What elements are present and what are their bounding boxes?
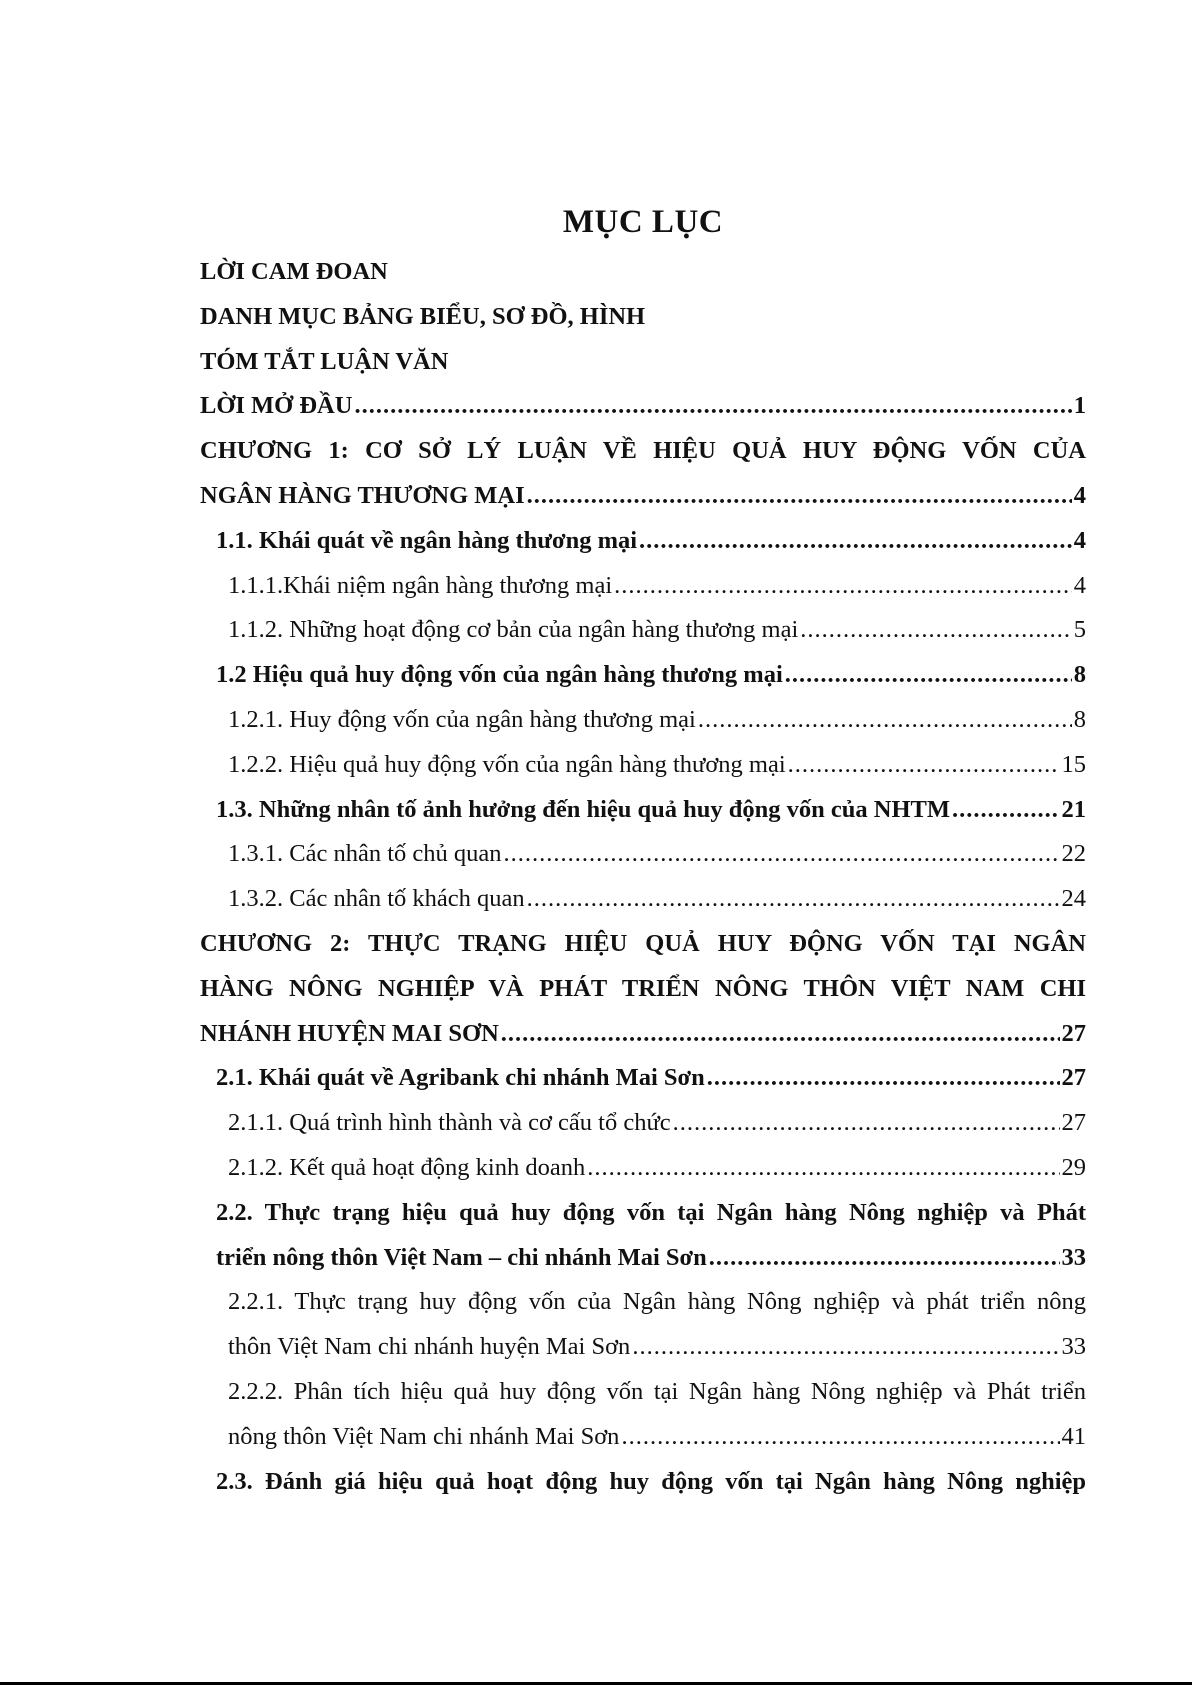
toc-entry <box>200 340 1086 385</box>
toc-entry <box>200 1325 1086 1370</box>
dot-leader <box>587 1146 1059 1191</box>
toc-entry-text: 1.2 Hiệu quả huy động vốn của ngân hàng thương mại <box>216 661 783 689</box>
toc-entry-text: 2.1.1. Quá trình hình thành và cơ cấu tổ chức <box>228 1109 671 1137</box>
toc-entry <box>200 788 1086 833</box>
toc-entry <box>200 1415 1086 1460</box>
dot-leader <box>673 1101 1060 1146</box>
toc-entry-text: LỜI CAM ĐOAN <box>200 258 388 285</box>
toc-page-number: 33 <box>1061 1243 1086 1271</box>
toc-entry <box>200 1056 1086 1101</box>
toc-entry-text: 1.3.2. Các nhân tố khách quan <box>228 885 525 913</box>
toc-entry-line: 2.3. Đánh giá hiệu quả hoạt động huy động vốn tại Ngân hàng Nông nghiệp <box>216 1467 1086 1495</box>
toc-entry <box>200 474 1086 519</box>
toc-entry <box>200 832 1086 877</box>
toc-page-number: 27 <box>1061 1109 1086 1137</box>
toc-entry-text: NHÁNH HUYỆN MAI SƠN <box>200 1019 499 1047</box>
toc-page-number: 21 <box>1061 795 1086 823</box>
table-of-contents <box>200 196 1086 1504</box>
toc-entry <box>200 743 1086 788</box>
toc-entry-line: CHƯƠNG 2: THỰC TRẠNG HIỆU QUẢ HUY ĐỘNG VỐN TẠI NGÂN <box>200 929 1086 957</box>
toc-page-number: 8 <box>1073 705 1086 733</box>
toc-entry-text: 1.2.1. Huy động vốn của ngân hàng thương mại <box>228 705 696 733</box>
dot-leader <box>707 1056 1060 1101</box>
toc-entry <box>200 250 1086 295</box>
dot-leader <box>501 1012 1060 1057</box>
toc-title: MỤC LỤC <box>562 204 724 240</box>
toc-page-number: 15 <box>1061 750 1086 778</box>
dot-leader <box>621 1415 1059 1460</box>
toc-entry <box>200 1146 1086 1191</box>
toc-entry-text: DANH MỤC BẢNG BIỂU, SƠ ĐỒ, HÌNH <box>200 302 646 330</box>
toc-page-number: 8 <box>1073 661 1086 689</box>
toc-page-number: 5 <box>1073 616 1086 644</box>
toc-page-number: 22 <box>1061 840 1086 868</box>
toc-page-number: 1 <box>1073 392 1086 420</box>
toc-entry <box>200 877 1086 922</box>
toc-entry <box>200 653 1086 698</box>
toc-entry-line: CHƯƠNG 1: CƠ SỞ LÝ LUẬN VỀ HIỆU QUẢ HUY ĐỘNG VỐN CỦA <box>200 437 1086 465</box>
toc-entry <box>200 698 1086 743</box>
dot-leader <box>639 519 1072 564</box>
dot-leader <box>709 1236 1060 1281</box>
toc-entry-text: triển nông thôn Việt Nam – chi nhánh Mai Sơn <box>216 1243 707 1271</box>
toc-entry-text: thôn Việt Nam chi nhánh huyện Mai Sơn <box>228 1333 631 1361</box>
toc-entry <box>200 1012 1086 1057</box>
toc-page-number: 27 <box>1061 1064 1086 1092</box>
toc-entry <box>200 384 1086 429</box>
toc-entry <box>200 608 1086 653</box>
dot-leader <box>785 653 1072 698</box>
toc-entry-text: 1.1.2. Những hoạt động cơ bản của ngân hàng thương mại <box>228 616 799 644</box>
dot-leader <box>527 474 1072 519</box>
dot-leader <box>698 698 1072 743</box>
toc-entry-text: 1.2.2. Hiệu quả huy động vốn của ngân hàng thương mại <box>228 750 786 778</box>
dot-leader <box>800 608 1071 653</box>
dot-leader <box>952 788 1060 833</box>
toc-entry <box>200 1236 1086 1281</box>
dot-leader <box>527 877 1060 922</box>
toc-entry-text: LỜI MỞ ĐẦU <box>200 392 353 420</box>
toc-entry-text: 2.1. Khái quát về Agribank chi nhánh Mai Sơn <box>216 1064 705 1092</box>
toc-entry <box>200 564 1086 609</box>
toc-page-number: 33 <box>1061 1333 1086 1361</box>
toc-entry-text: nông thôn Việt Nam chi nhánh Mai Sơn <box>228 1422 620 1450</box>
toc-entry-text: NGÂN HÀNG THƯƠNG MẠI <box>200 481 525 509</box>
toc-page-number: 29 <box>1061 1153 1086 1181</box>
toc-page-number: 27 <box>1061 1019 1086 1047</box>
toc-entry-line: 2.2.1. Thực trạng huy động vốn của Ngân hàng Nông nghiệp và phát triển nông <box>228 1288 1086 1316</box>
toc-entry <box>200 1101 1086 1146</box>
toc-entry-text: 2.1.2. Kết quả hoạt động kinh doanh <box>228 1153 586 1181</box>
toc-entry-line: 2.2. Thực trạng hiệu quả huy động vốn tại Ngân hàng Nông nghiệp và Phát <box>216 1198 1086 1226</box>
toc-entry <box>200 295 1086 340</box>
dot-leader <box>788 743 1060 788</box>
dot-leader <box>614 564 1072 609</box>
toc-entry-text: 1.3. Những nhân tố ảnh hưởng đến hiệu quả huy động vốn của NHTM <box>216 795 950 823</box>
dot-leader <box>632 1325 1059 1370</box>
toc-page-number: 4 <box>1073 526 1086 554</box>
dot-leader <box>504 832 1060 877</box>
toc-entry-text: 1.1. Khái quát về ngân hàng thương mại <box>216 526 638 554</box>
toc-page-number: 41 <box>1061 1422 1086 1450</box>
toc-page-number: 4 <box>1073 571 1086 599</box>
toc-entry-text: 1.1.1.Khái niệm ngân hàng thương mại <box>228 571 613 599</box>
toc-page-number: 4 <box>1073 481 1086 509</box>
toc-entry-line: HÀNG NÔNG NGHIỆP VÀ PHÁT TRIỂN NÔNG THÔN VIỆT NAM CHI <box>200 974 1086 1002</box>
toc-entry <box>200 519 1086 564</box>
toc-page-number: 24 <box>1061 885 1086 913</box>
dot-leader <box>354 384 1071 429</box>
toc-entry-line: 2.2.2. Phân tích hiệu quả huy động vốn tại Ngân hàng Nông nghiệp và Phát triển <box>228 1377 1086 1405</box>
toc-entry-text: 1.3.1. Các nhân tố chủ quan <box>228 840 502 868</box>
toc-entry-text: TÓM TẮT LUẬN VĂN <box>200 347 449 375</box>
